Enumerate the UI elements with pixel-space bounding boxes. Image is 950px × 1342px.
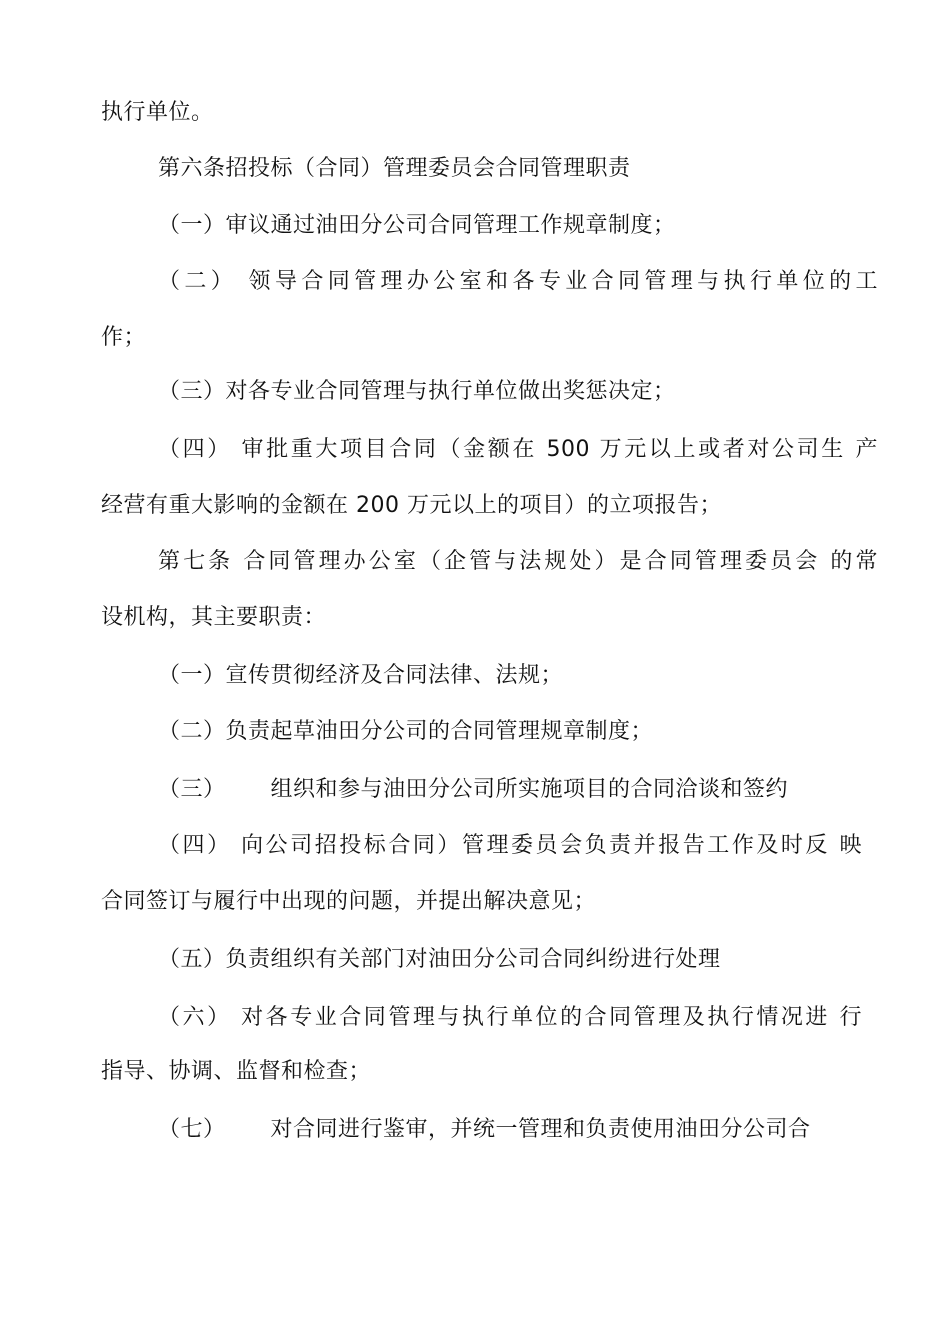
text-line-16: （五）负责组织有关部门对油田分公司合同纠纷进行处理	[158, 947, 721, 972]
text-line-3: （一）审议通过油田分公司合同管理工作规章制度；	[158, 213, 676, 238]
text-line-9: 第七条 合同管理办公室（企管与法规处）是合同管理委员会 的常	[158, 549, 878, 574]
text-line-18: 指导、协调、监督和检查；	[101, 1059, 372, 1084]
text-line-15: 合同签订与履行中出现的问题，并提出解决意见；	[101, 889, 597, 914]
text-line-7: （四） 审批重大项目合同（金额在 500 万元以上或者对公司生 产	[158, 437, 878, 462]
text-line-5: 作；	[101, 325, 147, 350]
text-line-4: （二） 领导合同管理办公室和各专业合同管理与执行单位的工	[158, 269, 878, 294]
text-line-13: （三） 组织和参与油田分公司所实施项目的合同洽谈和签约	[158, 777, 788, 802]
text-line-11: （一）宣传贯彻经济及合同法律、法规；	[158, 663, 564, 688]
text-line-10: 设机构，其主要职责：	[101, 605, 327, 630]
text-line-17: （六） 对各专业合同管理与执行单位的合同管理及执行情况进 行	[158, 1005, 862, 1030]
text-line-1: 执行单位。	[101, 100, 214, 125]
text-line-6: （三）对各专业合同管理与执行单位做出奖惩决定；	[158, 379, 676, 404]
text-line-19: （七） 对合同进行鉴审，并统一管理和负责使用油田分公司合	[158, 1117, 811, 1142]
text-line-14: （四） 向公司招投标合同）管理委员会负责并报告工作及时反 映	[158, 833, 862, 858]
text-line-2: 第六条招投标（合同）管理委员会合同管理职责	[158, 156, 631, 181]
text-line-8: 经营有重大影响的金额在 200 万元以上的项目）的立项报告；	[101, 493, 722, 518]
text-line-12: （二）负责起草油田分公司的合同管理规章制度；	[158, 719, 654, 744]
